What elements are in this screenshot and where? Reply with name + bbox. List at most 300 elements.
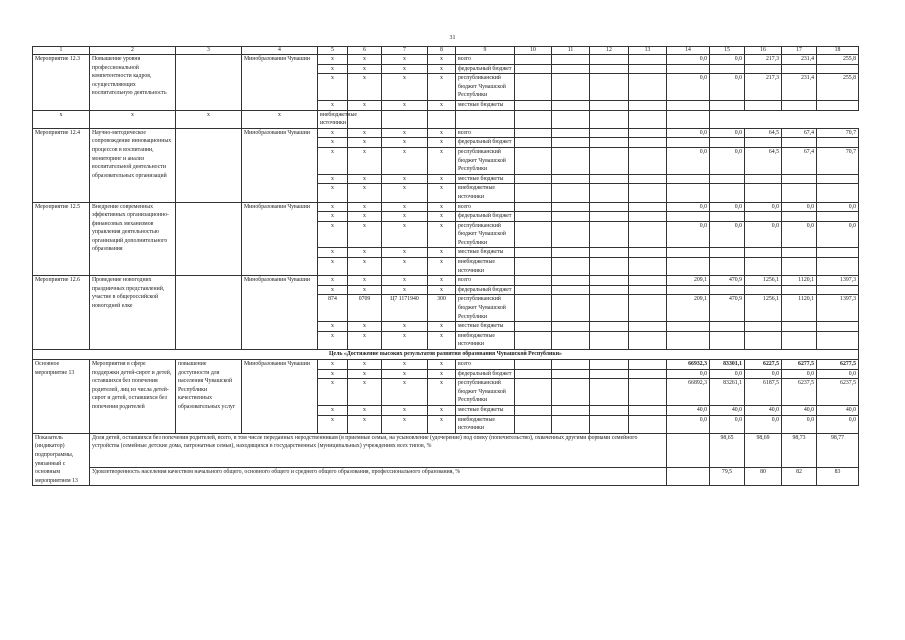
empty-cell [590, 184, 629, 202]
column-number: 13 [629, 47, 667, 55]
amount-cell [817, 322, 859, 332]
empty-cell [590, 295, 629, 322]
amount-cell: 209,1 [667, 295, 710, 322]
empty-cell [552, 360, 590, 370]
amount-cell [745, 258, 782, 276]
budget-code-cell: х [318, 55, 348, 65]
budget-code-cell: х [382, 221, 428, 248]
amount-cell [782, 64, 817, 74]
budget-code-cell: х [176, 110, 242, 128]
budget-code-cell: х [318, 212, 348, 222]
amount-cell [667, 331, 710, 349]
budget-code-cell: х [428, 138, 456, 148]
amount-cell [710, 248, 745, 258]
amount-cell: 0,0 [745, 202, 782, 212]
empty-cell [590, 138, 629, 148]
indicator-value: 98,65 [710, 433, 745, 467]
budget-code-cell: х [382, 138, 428, 148]
amount-cell [817, 100, 859, 110]
empty-cell [382, 110, 428, 128]
amount-cell [667, 110, 710, 128]
funding-source: федеральный бюджет [456, 369, 515, 379]
column-number: 16 [745, 47, 782, 55]
budget-code-cell: х [348, 248, 382, 258]
amount-cell [782, 100, 817, 110]
empty-cell [552, 295, 590, 322]
empty-cell [515, 331, 552, 349]
empty-cell [629, 212, 667, 222]
amount-cell: 70,7 [817, 147, 859, 174]
budget-code-cell: х [318, 128, 348, 138]
column-number: 10 [515, 47, 552, 55]
empty-cell [515, 379, 552, 406]
empty-cell [515, 415, 552, 433]
funding-source: местные бюджеты [456, 174, 515, 184]
responsible-executor: Минобразования Чувашии [242, 276, 318, 350]
budget-code-cell: х [382, 258, 428, 276]
amount-cell: 0,0 [745, 221, 782, 248]
amount-cell [817, 248, 859, 258]
column-number: 2 [90, 47, 176, 55]
indicator-value: 98,77 [817, 433, 859, 467]
budget-code-cell: х [382, 360, 428, 370]
empty-cell [552, 369, 590, 379]
empty-cell [515, 100, 552, 110]
budget-code-cell: х [348, 258, 382, 276]
budget-code-cell: х [348, 322, 382, 332]
amount-cell [817, 184, 859, 202]
empty-cell [590, 202, 629, 212]
amount-cell: 6237,5 [817, 379, 859, 406]
table-row [33, 360, 859, 370]
amount-cell: 470,9 [710, 295, 745, 322]
amount-cell: 40,0 [745, 405, 782, 415]
amount-cell: 1120,1 [782, 295, 817, 322]
budget-code-cell: х [348, 202, 382, 212]
funding-source: всего [456, 276, 515, 286]
amount-cell: 66932,3 [667, 360, 710, 370]
amount-cell [667, 174, 710, 184]
amount-cell: 64,5 [745, 147, 782, 174]
column-number: 3 [176, 47, 242, 55]
empty-cell [590, 100, 629, 110]
amount-cell: 0,0 [667, 369, 710, 379]
funding-source: всего [456, 360, 515, 370]
amount-cell: 66892,3 [667, 379, 710, 406]
empty-cell [629, 405, 667, 415]
measure-result [176, 128, 242, 202]
empty-cell [515, 64, 552, 74]
funding-source: всего [456, 55, 515, 65]
amount-cell: 6277,5 [782, 360, 817, 370]
budget-code-cell: х [382, 128, 428, 138]
budget-code-cell: х [428, 184, 456, 202]
empty-cell [590, 221, 629, 248]
empty-cell [515, 369, 552, 379]
budget-code-cell: х [318, 221, 348, 248]
amount-cell [667, 212, 710, 222]
budget-code-cell: х [428, 285, 456, 295]
empty-cell [515, 138, 552, 148]
empty-cell [515, 174, 552, 184]
responsible-executor: Минобразования Чувашии [242, 128, 318, 202]
indicator-value: 83 [817, 468, 859, 486]
budget-code-cell: х [318, 202, 348, 212]
amount-cell [667, 64, 710, 74]
amount-cell: 0,0 [710, 415, 745, 433]
amount-cell: 255,8 [817, 74, 859, 101]
funding-source: республиканский бюджет Чувашской Республики [456, 74, 515, 101]
empty-cell [590, 285, 629, 295]
empty-cell [552, 415, 590, 433]
funding-source: местные бюджеты [456, 405, 515, 415]
empty-cell [590, 55, 629, 65]
empty-cell [515, 322, 552, 332]
column-number: 7 [382, 47, 428, 55]
amount-cell: 0,0 [782, 369, 817, 379]
amount-cell: 217,3 [745, 55, 782, 65]
measure-name: Проведение новогодних праздничных представлений, участие в общероссийской новогодней елке [90, 276, 176, 350]
amount-cell: 6277,5 [817, 360, 859, 370]
measure-name: Мероприятия в сфере поддержки детей-сирот и детей, оставшихся без попечения родителей, лиц из числа детей-сирот и детей, оставшихся без попечения родителей [90, 360, 176, 434]
empty-cell [590, 415, 629, 433]
budget-code-cell: х [348, 74, 382, 101]
budget-code-cell: х [318, 405, 348, 415]
amount-cell: 1120,1 [782, 276, 817, 286]
budget-code-cell: х [428, 128, 456, 138]
amount-cell: 0,0 [710, 369, 745, 379]
amount-cell [667, 138, 710, 148]
empty-cell [629, 100, 667, 110]
measure-result [176, 55, 242, 111]
measure-number: Мероприятие 12.3 [33, 55, 90, 111]
amount-cell: 70,7 [817, 128, 859, 138]
column-number: 6 [348, 47, 382, 55]
empty-cell [629, 369, 667, 379]
empty-cell [552, 147, 590, 174]
empty-cell [590, 276, 629, 286]
budget-code-cell: х [382, 100, 428, 110]
budget-code-cell: х [382, 184, 428, 202]
budget-code-cell: х [318, 100, 348, 110]
amount-cell [710, 331, 745, 349]
column-number: 4 [242, 47, 318, 55]
empty-cell [515, 184, 552, 202]
empty-cell [515, 258, 552, 276]
empty-cell [590, 147, 629, 174]
responsible-executor: Минобразования Чувашии [242, 360, 318, 434]
table-row [33, 110, 859, 128]
amount-cell: 6227,5 [745, 360, 782, 370]
amount-cell: 67,4 [782, 128, 817, 138]
budget-code-cell: х [318, 74, 348, 101]
empty-cell [590, 174, 629, 184]
empty-cell [667, 433, 710, 467]
empty-cell [629, 55, 667, 65]
amount-cell: 0,0 [667, 55, 710, 65]
measure-number: Мероприятие 12.6 [33, 276, 90, 350]
amount-cell [745, 100, 782, 110]
amount-cell [515, 110, 552, 128]
indicator-text: Доля детей, оставшихся без попечения родителей, всего, в том числе переданных неродственникам (в приемные семьи, на усыновление (удочерение) под опеку (попечительство), охваченных другими формами семейного устройства (семейные детские дома, патронатные семьи), находящихся в государственных (муниципальных) учреждениях всех типов, % [90, 433, 667, 467]
empty-cell [629, 322, 667, 332]
budget-code-cell: х [382, 405, 428, 415]
amount-cell [710, 64, 745, 74]
indicator-value: 82 [782, 468, 817, 486]
column-number: 11 [552, 47, 590, 55]
amount-cell [629, 110, 667, 128]
budget-code-cell: х [348, 212, 382, 222]
empty-cell [552, 248, 590, 258]
empty-cell [590, 258, 629, 276]
amount-cell [782, 184, 817, 202]
budget-code-cell: х [428, 379, 456, 406]
column-number: 9 [456, 47, 515, 55]
amount-cell: 67,4 [782, 147, 817, 174]
empty-cell [552, 74, 590, 101]
empty-cell [552, 258, 590, 276]
funding-source: всего [456, 128, 515, 138]
amount-cell [710, 322, 745, 332]
budget-code-cell: х [242, 110, 318, 128]
empty-cell [515, 405, 552, 415]
table-row [33, 55, 859, 65]
budget-code-cell: х [428, 248, 456, 258]
empty-cell [590, 128, 629, 138]
amount-cell [817, 64, 859, 74]
budget-code-cell: х [318, 276, 348, 286]
budget-code-cell: х [428, 369, 456, 379]
goal-row [33, 350, 859, 360]
empty-cell [552, 379, 590, 406]
empty-cell [515, 295, 552, 322]
empty-cell [552, 64, 590, 74]
goal-text: Цель «Достижение высоких результатов развития образования Чувашской Республики» [33, 350, 859, 360]
amount-cell: 83301,1 [710, 360, 745, 370]
funding-source: всего [456, 202, 515, 212]
amount-cell [817, 258, 859, 276]
empty-cell [629, 331, 667, 349]
budget-code-cell: х [348, 405, 382, 415]
empty-cell [515, 55, 552, 65]
amount-cell [667, 285, 710, 295]
amount-cell [710, 184, 745, 202]
budget-code-cell: х [318, 331, 348, 349]
budget-code-cell: х [318, 147, 348, 174]
budget-code-cell: х [348, 64, 382, 74]
amount-cell: 0,0 [782, 415, 817, 433]
indicator-value: 98,73 [782, 433, 817, 467]
funding-source: внебюджетные источники [456, 258, 515, 276]
amount-cell: 0,0 [745, 415, 782, 433]
budget-code-cell: х [382, 285, 428, 295]
measure-result [176, 202, 242, 276]
amount-cell [745, 64, 782, 74]
budget-code-cell: х [428, 276, 456, 286]
funding-source: республиканский бюджет Чувашской Республики [456, 147, 515, 174]
empty-cell [629, 128, 667, 138]
empty-cell [552, 55, 590, 65]
table-row [33, 276, 859, 286]
empty-cell [515, 212, 552, 222]
funding-source: внебюджетные источники [456, 415, 515, 433]
budget-code-cell: 874 [318, 295, 348, 322]
budget-code-cell: х [348, 138, 382, 148]
funding-source: местные бюджеты [456, 248, 515, 258]
budget-code-cell: х [318, 64, 348, 74]
budget-code-cell: х [348, 276, 382, 286]
amount-cell [782, 258, 817, 276]
amount-cell: 0,0 [710, 74, 745, 101]
empty-cell [590, 64, 629, 74]
budget-code-cell: х [348, 174, 382, 184]
amount-cell [745, 331, 782, 349]
amount-cell: 255,8 [817, 55, 859, 65]
amount-cell: 0,0 [817, 221, 859, 248]
empty-cell [590, 379, 629, 406]
budget-code-cell: х [318, 379, 348, 406]
empty-cell [629, 415, 667, 433]
measure-number: Мероприятие 12.5 [33, 202, 90, 276]
amount-cell: 1256,1 [745, 276, 782, 286]
budget-code-cell: х [428, 331, 456, 349]
budget-code-cell: х [382, 248, 428, 258]
amount-cell: 6237,5 [782, 379, 817, 406]
funding-source: республиканский бюджет Чувашской Республики [456, 221, 515, 248]
empty-cell [590, 331, 629, 349]
budget-code-cell: х [382, 174, 428, 184]
amount-cell [667, 248, 710, 258]
amount-cell [745, 322, 782, 332]
amount-cell: 0,0 [710, 55, 745, 65]
budget-code-cell: х [348, 147, 382, 174]
budget-code-cell: х [382, 55, 428, 65]
amount-cell: 0,0 [667, 221, 710, 248]
amount-cell: 0,0 [745, 369, 782, 379]
budget-code-cell: х [33, 110, 90, 128]
amount-cell: 231,4 [782, 55, 817, 65]
amount-cell [782, 138, 817, 148]
amount-cell: 1256,1 [745, 295, 782, 322]
amount-cell: 0,0 [782, 202, 817, 212]
amount-cell [817, 331, 859, 349]
empty-cell [515, 248, 552, 258]
budget-code-cell: х [382, 369, 428, 379]
amount-cell: 0,0 [710, 147, 745, 174]
budget-code-cell: х [348, 369, 382, 379]
table-row [33, 202, 859, 212]
amount-cell: 40,0 [817, 405, 859, 415]
column-number: 8 [428, 47, 456, 55]
responsible-executor: Минобразования Чувашии [242, 55, 318, 111]
table-row [33, 128, 859, 138]
measure-name: Повышение уровня профессиональной компетентности кадров, осуществляющих воспитательную деятельность [90, 55, 176, 111]
empty-cell [629, 202, 667, 212]
column-number: 12 [590, 47, 629, 55]
responsible-executor: Минобразования Чувашии [242, 202, 318, 276]
program-table [32, 46, 859, 486]
indicator-label: Показатель (индикатор) подпрограммы, увязанный с основным мероприятием 13 [33, 433, 90, 486]
empty-cell [590, 360, 629, 370]
budget-code-cell: х [318, 174, 348, 184]
amount-cell: 64,5 [745, 128, 782, 138]
empty-cell [552, 174, 590, 184]
empty-cell [456, 110, 515, 128]
amount-cell [782, 212, 817, 222]
budget-code-cell: х [348, 100, 382, 110]
column-number: 5 [318, 47, 348, 55]
measure-result: повышение доступности для населения Чувашской Республики качественных образовательных услуг [176, 360, 242, 434]
amount-cell [745, 212, 782, 222]
empty-cell [629, 276, 667, 286]
amount-cell [667, 258, 710, 276]
budget-code-cell: Ц7 1171940 [382, 295, 428, 322]
budget-code-cell: х [348, 379, 382, 406]
empty-cell [590, 212, 629, 222]
amount-cell: 1397,3 [817, 295, 859, 322]
funding-source: республиканский бюджет Чувашской Республики [456, 379, 515, 406]
budget-code-cell: х [348, 184, 382, 202]
budget-code-cell: х [428, 258, 456, 276]
budget-code-cell: х [318, 415, 348, 433]
amount-cell: 0,0 [667, 128, 710, 138]
amount-cell [590, 110, 629, 128]
empty-cell [552, 331, 590, 349]
budget-code-cell: х [382, 74, 428, 101]
amount-cell [782, 285, 817, 295]
column-number: 18 [817, 47, 859, 55]
funding-source: федеральный бюджет [456, 212, 515, 222]
budget-code-cell: х [348, 360, 382, 370]
budget-code-cell: х [318, 285, 348, 295]
column-number: 15 [710, 47, 745, 55]
amount-cell: 0,0 [817, 369, 859, 379]
empty-cell [552, 276, 590, 286]
empty-cell [629, 258, 667, 276]
amount-cell [667, 322, 710, 332]
empty-cell [667, 468, 710, 486]
measure-number: Основное мероприятие 13 [33, 360, 90, 434]
budget-code-cell: х [428, 100, 456, 110]
budget-code-cell: х [428, 322, 456, 332]
empty-cell [629, 147, 667, 174]
amount-cell [710, 258, 745, 276]
funding-source: федеральный бюджет [456, 64, 515, 74]
measure-name: Научно-методическое сопровождение инновационных процессов в воспитании, мониторинг и анализ воспитательной деятельности образовательных организаций [90, 128, 176, 202]
amount-cell [782, 322, 817, 332]
budget-code-cell: х [382, 212, 428, 222]
indicator-value: 79,5 [710, 468, 745, 486]
measure-name: Внедрение современных эффективных организационно-финансовых механизмов управления деятельностью организаций дополнительного образования [90, 202, 176, 276]
budget-code-cell: х [382, 147, 428, 174]
amount-cell: 83261,1 [710, 379, 745, 406]
empty-cell [552, 405, 590, 415]
amount-cell [745, 285, 782, 295]
budget-code-cell: х [382, 276, 428, 286]
funding-source: внебюджетные источники [456, 184, 515, 202]
amount-cell [710, 138, 745, 148]
budget-code-cell: х [348, 285, 382, 295]
amount-cell: 0,0 [667, 74, 710, 101]
column-number: 17 [782, 47, 817, 55]
budget-code-cell: х [318, 360, 348, 370]
amount-cell [710, 174, 745, 184]
budget-code-cell: 0709 [348, 295, 382, 322]
budget-code-cell: х [428, 74, 456, 101]
empty-cell [629, 248, 667, 258]
empty-cell [629, 74, 667, 101]
amount-cell [667, 184, 710, 202]
